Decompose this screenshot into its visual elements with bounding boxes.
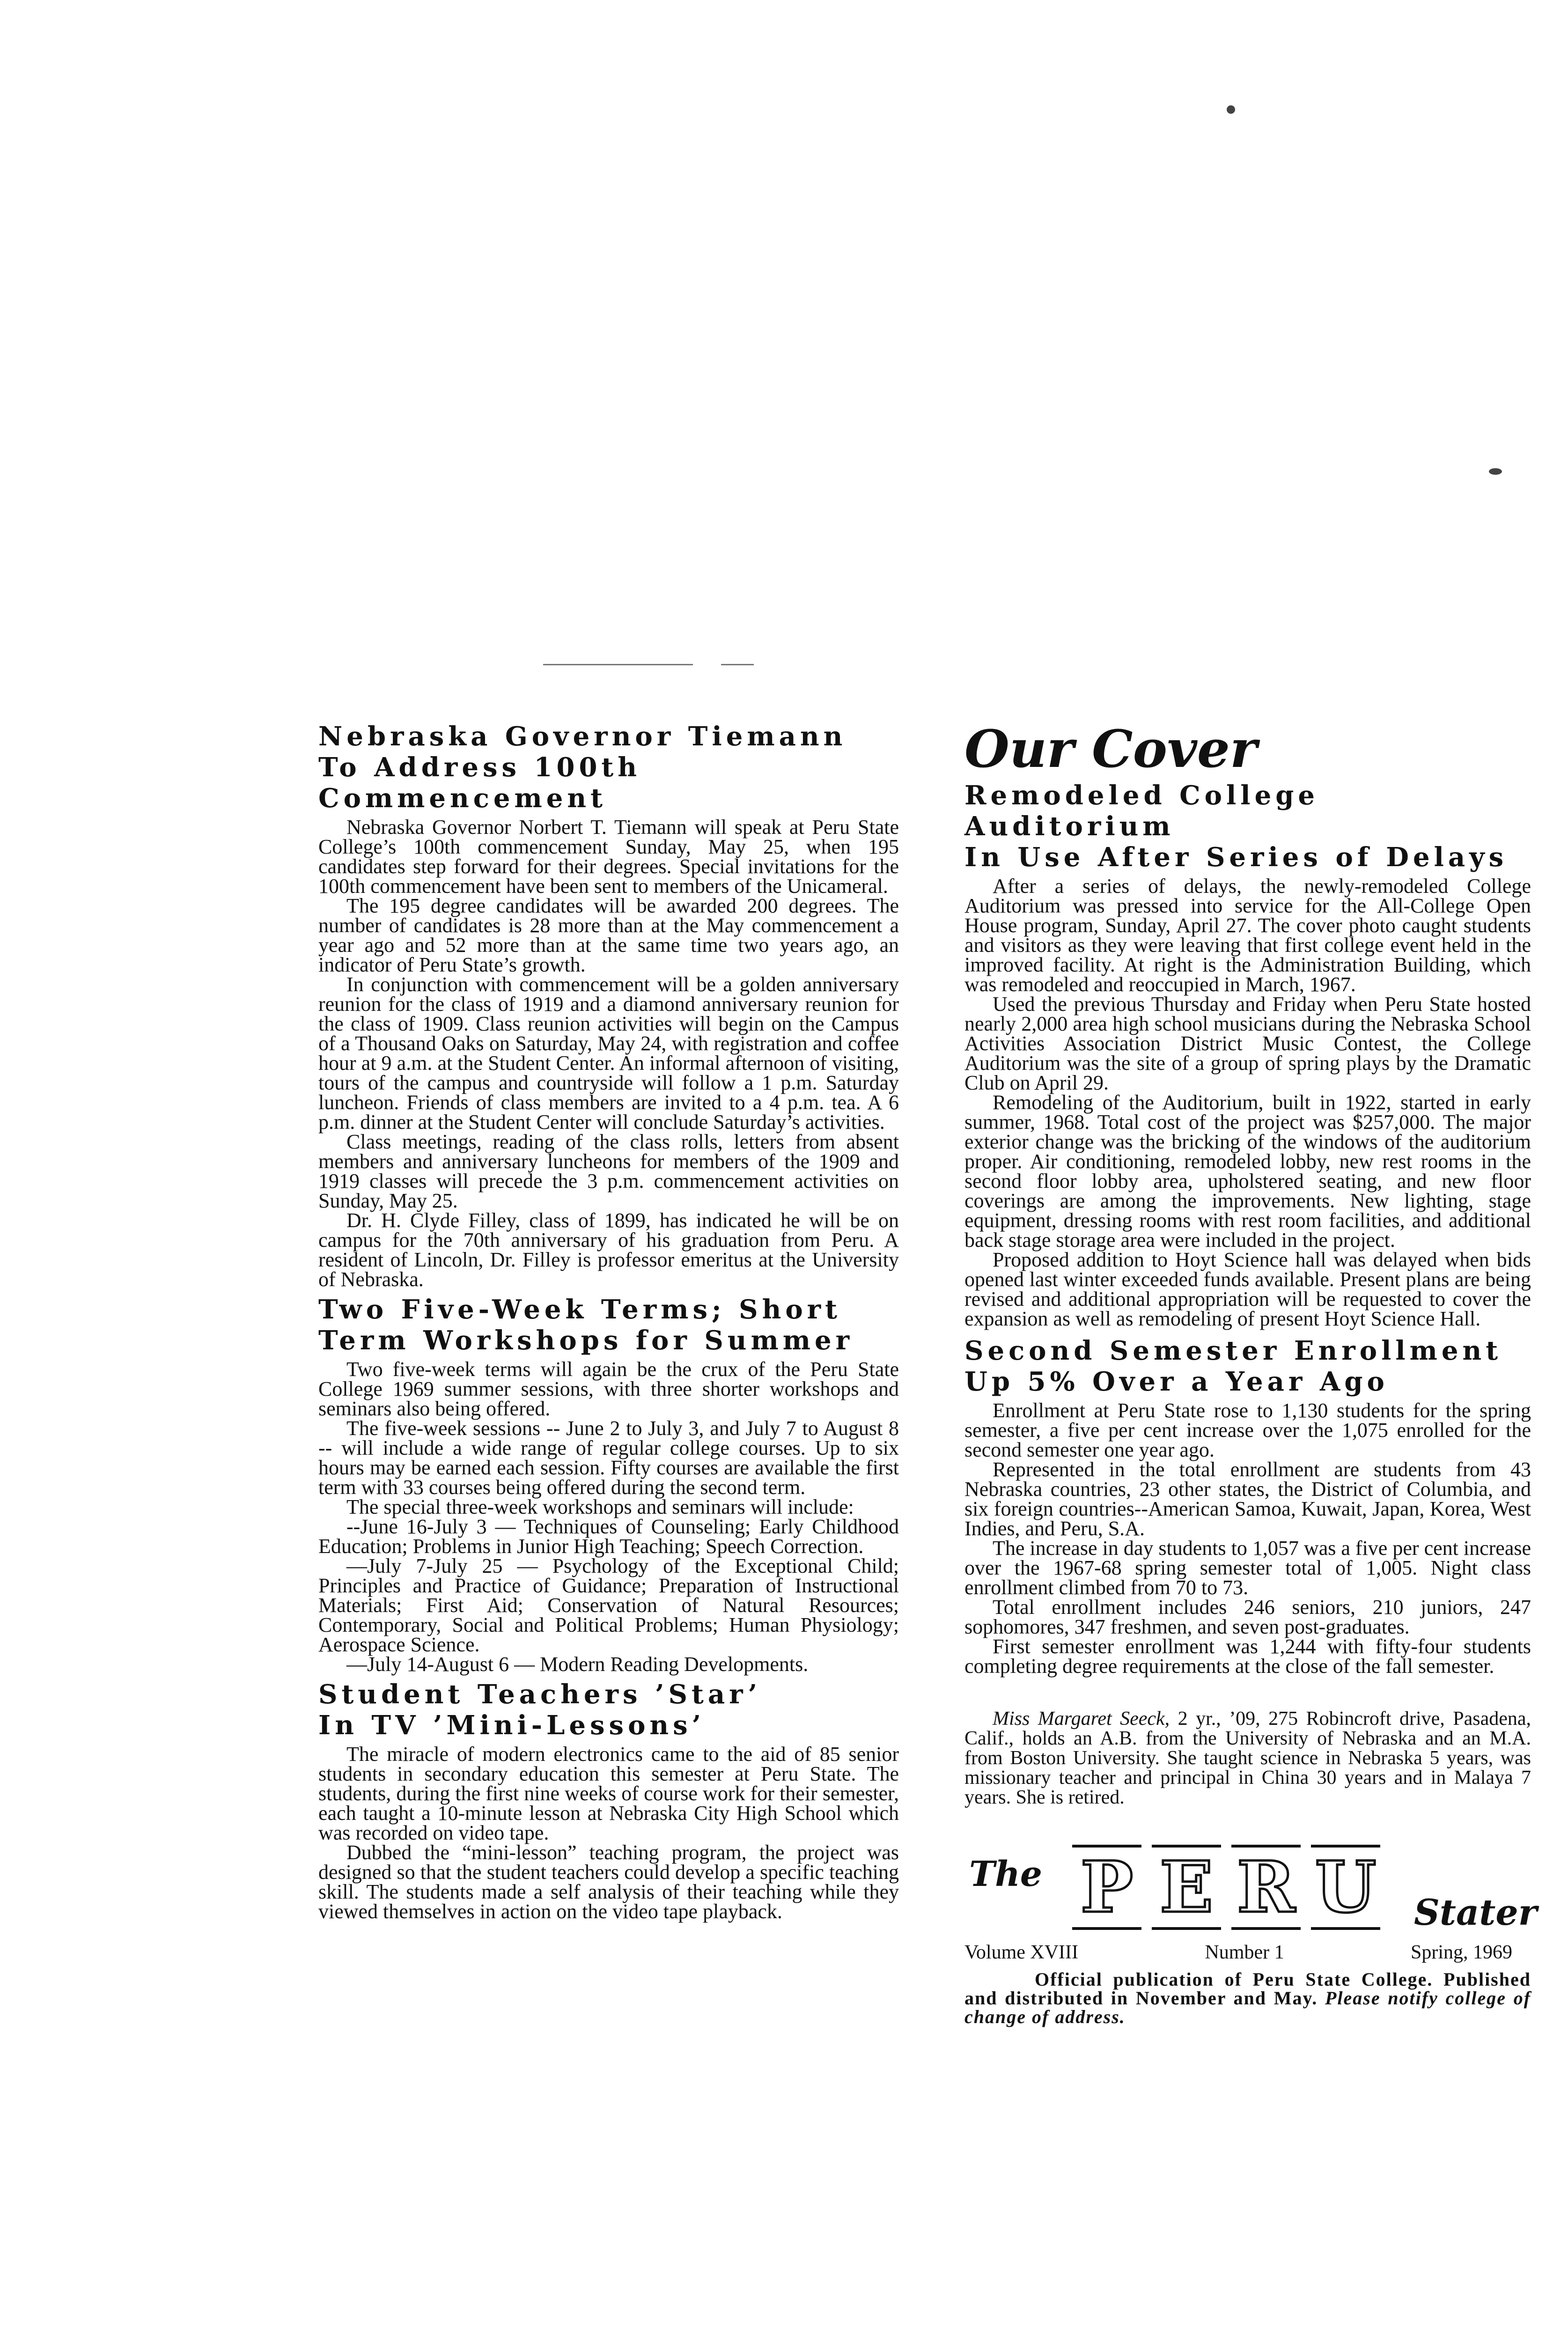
paragraph: Nebraska Governor Norbert T. Tiemann will speak at Peru State College’s 100th commencement Sunday, May 25, when 195 candidates step forward for their degrees. Special invitations for the 100th commencement have been sent to members of the Unicameral. bbox=[318, 816, 899, 898]
headline-line: To Address 100th Commencement bbox=[318, 752, 641, 814]
headline bbox=[964, 1335, 1531, 1397]
headline-line: Two Five-Week Terms; Short bbox=[318, 1294, 842, 1325]
headline-line: In TV ’Mini-Lessons’ bbox=[318, 1710, 706, 1741]
headline-line: Nebraska Governor Tiemann bbox=[318, 721, 847, 752]
masthead-peru bbox=[1072, 1845, 1380, 1930]
article-enrollment bbox=[964, 1335, 1531, 1676]
headline bbox=[318, 1679, 899, 1741]
cover-title: Our Cover bbox=[964, 719, 1257, 779]
publication-statement bbox=[964, 1970, 1531, 2026]
headline-line: Student Teachers ’Star’ bbox=[318, 1679, 762, 1710]
masthead-the: The bbox=[969, 1854, 1042, 1894]
left-column bbox=[318, 721, 899, 1921]
paragraph: The special three-week workshops and seminars will include: bbox=[346, 1495, 854, 1518]
scan-speck bbox=[1489, 468, 1502, 475]
masthead-letter: E bbox=[1152, 1845, 1221, 1930]
masthead-letter: U bbox=[1311, 1845, 1380, 1930]
paragraph: Total enrollment includes 246 seniors, 210 juniors, 247 sophomores, 347 freshmen, and seven post-graduates. bbox=[964, 1596, 1531, 1638]
paragraph: Remodeling of the Auditorium, built in 1922, started in early summer, 1968. Total cost of the project was $257,000. The major exterior change was the bricking of the windows of the auditorium proper. Air conditioning, remodeled lobby, new rest rooms in the second floor lobby area, upholstered seating, and new floor coverings are among the improvements. New lighting, stage equipment, dressing rooms with rest room facilities, and additional back stage storage area were included in the project. bbox=[964, 1091, 1531, 1251]
paragraph: Enrollment at Peru State rose to 1,130 students for the spring semester, a five per cent increase over the 1,075 enrolled for the second semester one year ago. bbox=[964, 1399, 1531, 1461]
masthead-stater: Stater bbox=[1414, 1892, 1537, 1933]
headline bbox=[964, 780, 1531, 873]
paragraph: The increase in day students to 1,057 was a five per cent increase over the 1967-68 spring semester total of 1,005. Night class enrollment climbed from 70 to 73. bbox=[964, 1537, 1531, 1599]
volume: Volume XVIII bbox=[964, 1942, 1079, 1963]
headline-line: In Use After Series of Delays bbox=[964, 842, 1508, 873]
paragraph: After a series of delays, the newly-remodeled College Auditorium was pressed into service for the All-College Open House program, Sunday, April 27. The cover photo caught students and visitors as they were leaving that first college event held in the improved facility. At right is the Administration Building, which was remodeled and reoccupied in March, 1967. bbox=[964, 875, 1531, 996]
alumni-note bbox=[964, 1709, 1531, 1807]
paragraph: Dr. H. Clyde Filley, class of 1899, has indicated he will be on campus for the 70th anniversary of his graduation from Peru. A resident of Lincoln, Dr. Filley is professor emeritus at the University of Nebraska. bbox=[318, 1209, 899, 1291]
paragraph: —July 7-July 25 — Psychology of the Exceptional Child; Principles and Practice of Guidance; Preparation of Instructional Materials; First Aid; Conservation of Natural Resources; Contemporary, Social and Political Problems; Human Physiology; Aerospace Science. bbox=[318, 1554, 899, 1656]
paragraph: —July 14-August 6 — Modern Reading Developments. bbox=[346, 1653, 809, 1676]
article-mini-lessons bbox=[318, 1679, 899, 1921]
paragraph: The miracle of modern electronics came to the aid of 85 senior students in secondary education this semester at Peru State. The students, during the first nine weeks of course work for their semester, each taught a 10-minute lesson at Nebraska City High School which was recorded on video tape. bbox=[318, 1743, 899, 1844]
paragraph: Proposed addition to Hoyt Science hall was delayed when bids opened last winter exceeded funds available. Present plans are being revised and additional appropriation will be requested to cover the expansion as well as remodeling of present Hoyt Science Hall. bbox=[964, 1248, 1531, 1330]
headline bbox=[318, 721, 899, 814]
paragraph: The five-week sessions -- June 2 to July 3, and July 7 to August 8 -- will include a wide range of regular college courses. Up to six hours may be earned each session. Fifty courses are available the first term with 33 courses being offered during the second term. bbox=[318, 1417, 899, 1499]
masthead-logo bbox=[964, 1835, 1537, 1938]
right-column bbox=[964, 719, 1537, 2045]
paragraph: Used the previous Thursday and Friday when Peru State hosted nearly 2,000 area high school musicians during the Nebraska School Activities Association District Music Contest, the College Auditorium was the site of a group of spring plays by the Dramatic Club on April 29. bbox=[964, 993, 1531, 1094]
issue-info bbox=[964, 1941, 1531, 1964]
paragraph: In conjunction with commencement will be a golden anniversary reunion for the class of 1919 and a diamond anniversary reunion for the class of 1909. Class reunion activities will begin on the Campus of a Thousand Oaks on Saturday, May 24, with registration and coffee hour at 9 a.m. at the Student Center. An informal afternoon of visiting, tours of the campus and countryside will follow a 1 p.m. Saturday luncheon. Friends of class members are invited to a 4 p.m. tea. A 6 p.m. dinner at the Student Center will conclude Saturday’s activities. bbox=[318, 973, 899, 1134]
scan-line bbox=[721, 664, 754, 665]
paragraph: Class meetings, reading of the class rolls, letters from absent members and anniversary luncheons for members of the 1909 and 1919 classes will precede the 3 p.m. commencement activities on Sunday, May 25. bbox=[318, 1130, 899, 1212]
issue-date: Spring, 1969 bbox=[1410, 1942, 1512, 1963]
notify-text: Please notify college of change of address. bbox=[964, 1988, 1531, 2027]
paragraph: Represented in the total enrollment are students from 43 Nebraska countries, 23 other states, the District of Columbia, and six foreign countries--American Samoa, Kuwait, Japan, Korea, West Indies, and Peru, S.A. bbox=[964, 1458, 1531, 1540]
headline-line: Second Semester Enrollment bbox=[964, 1335, 1502, 1366]
headline-line: Up 5% Over a Year Ago bbox=[964, 1366, 1389, 1397]
headline bbox=[318, 1294, 899, 1356]
official-text: Official publication of Peru State College. Published and distributed in November and May. bbox=[964, 1969, 1531, 2009]
scan-speck bbox=[1227, 105, 1235, 114]
paragraph: First semester enrollment was 1,244 with fifty-four students completing degree requirements at the close of the fall semester. bbox=[964, 1635, 1531, 1678]
alumni-name: Miss Margaret Seeck, bbox=[993, 1708, 1170, 1730]
masthead-letter: R bbox=[1231, 1845, 1301, 1930]
headline-line: Remodeled College Auditorium bbox=[964, 780, 1319, 842]
paragraph: --June 16-July 3 — Techniques of Counseling; Early Childhood Education; Problems in Junior High Teaching; Speech Correction. bbox=[318, 1515, 899, 1558]
headline-line: Term Workshops for Summer bbox=[318, 1325, 854, 1356]
article-commencement bbox=[318, 721, 899, 1289]
paragraph: Two five-week terms will again be the crux of the Peru State College 1969 summer sessions, with three shorter workshops and seminars also being offered. bbox=[318, 1358, 899, 1420]
paragraph: Dubbed the “mini-lesson” teaching program, the project was designed so that the student teachers could develop a specific teaching skill. The students made a self analysis of their teaching while they viewed themselves in action on the video tape playback. bbox=[318, 1841, 899, 1923]
scan-line bbox=[543, 664, 693, 665]
paragraph: The 195 degree candidates will be awarded 200 degrees. The number of candidates is 28 more than at the May commencement a year ago and 52 more than at the same time two years ago, an indicator of Peru State’s growth. bbox=[318, 894, 899, 976]
article-summer-terms bbox=[318, 1294, 899, 1674]
article-auditorium bbox=[964, 780, 1531, 1329]
alumni-text: 2 yr., ’09, 275 Robincroft drive, Pasadena, Calif., holds an A.B. from the University of Nebraska and an M.A. from Boston University. She taught science in Nebraska 5 years, was missionary teacher and principal in China 30 years and in Malaya 7 years. She is retired. bbox=[964, 1708, 1531, 1808]
masthead-letter: P bbox=[1072, 1845, 1141, 1930]
issue-number: Number 1 bbox=[1205, 1942, 1284, 1963]
